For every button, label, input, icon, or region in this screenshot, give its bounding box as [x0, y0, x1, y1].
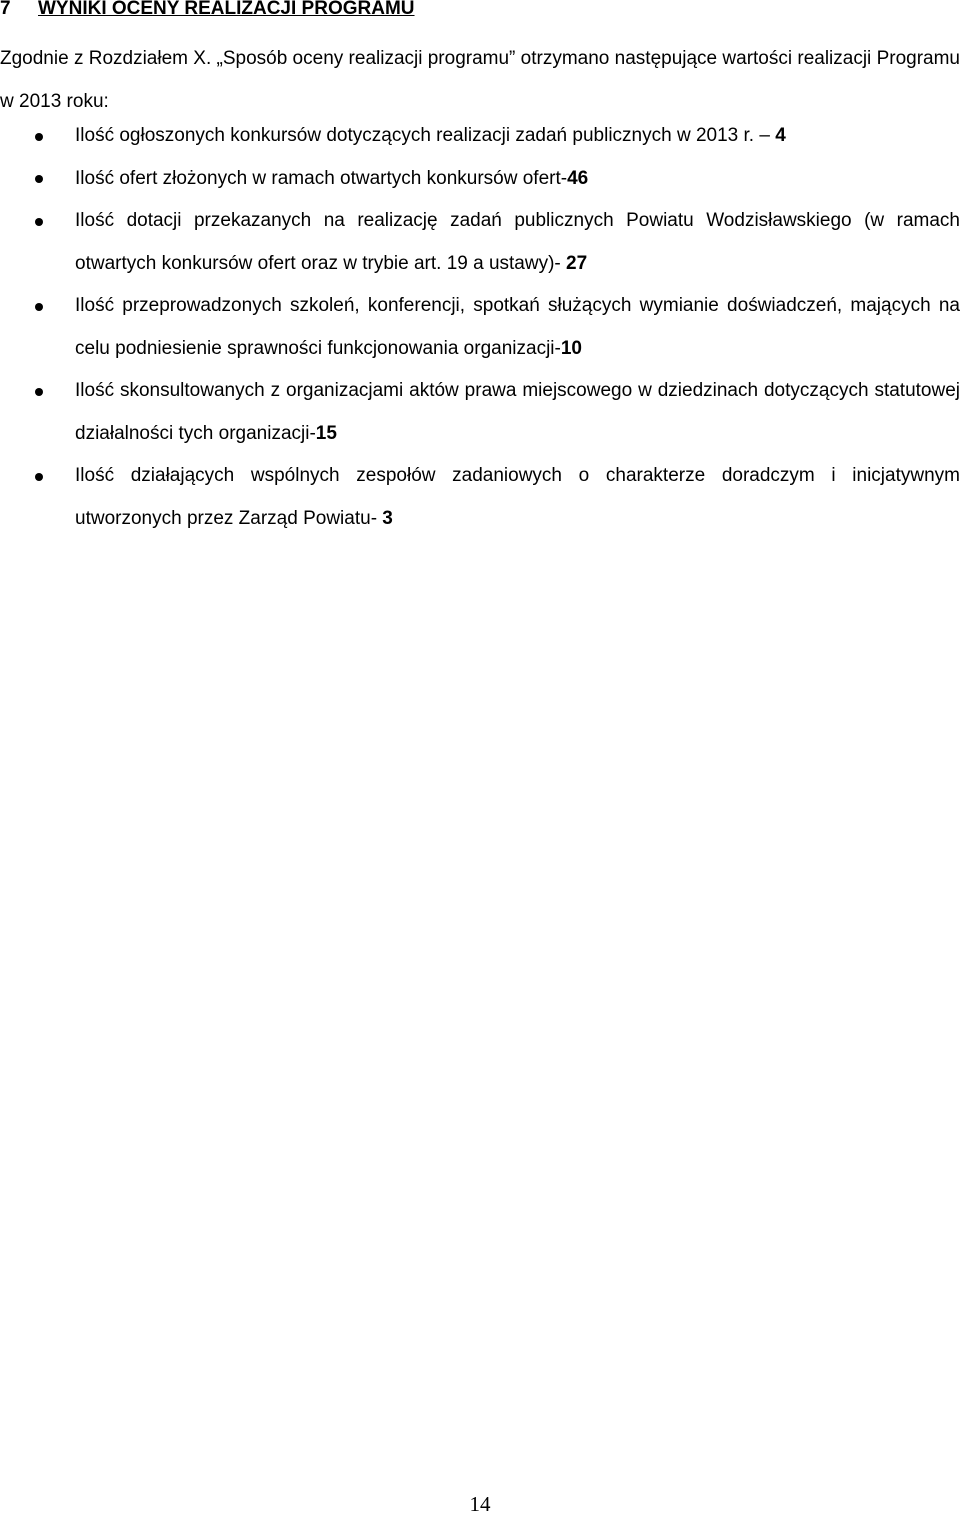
list-item	[0, 115, 960, 158]
bullet-icon	[35, 473, 43, 481]
bullet-icon	[35, 133, 43, 141]
list-item	[0, 285, 960, 370]
section-title: WYNIKI OCENY REALIZACJI PROGRAMU	[38, 0, 415, 19]
section-heading	[0, 0, 415, 21]
intro-paragraph: Zgodnie z Rozdziałem X. „Sposób oceny realizacji programu” otrzymano następujące wartości realizacji Programu w 2013 roku:	[0, 48, 960, 112]
results-list	[0, 115, 960, 540]
list-item-value: 46	[567, 167, 589, 189]
list-item-text: Ilość ogłoszonych konkursów dotyczących realizacji zadań publicznych w 2013 r. –	[75, 125, 776, 146]
list-item-value: 3	[382, 507, 393, 529]
bullet-icon	[35, 218, 43, 226]
list-item	[0, 200, 960, 285]
list-item	[0, 158, 960, 201]
list-item	[0, 455, 960, 540]
list-item-text: Ilość przeprowadzonych szkoleń, konferencji, spotkań służących wymianie doświadczeń, mających na celu podniesienie sprawności funkcjonowania organizacji-	[75, 295, 960, 359]
list-item-value: 10	[560, 337, 582, 359]
bullet-icon	[35, 388, 43, 396]
bullet-icon	[35, 303, 43, 311]
list-item-text: Ilość działających wspólnych zespołów zadaniowych o charakterze doradczym i inicjatywnym utworzonych przez Zarząd Powiatu-	[75, 465, 960, 529]
list-item-text: Ilość ofert złożonych w ramach otwartych konkursów ofert-	[75, 167, 568, 189]
section-number: 7	[0, 0, 11, 19]
list-item-text: Ilość dotacji przekazanych na realizację zadań publicznych Powiatu Wodzisławskiego (w ramach otwartych konkursów ofert oraz w trybie art. 19 a ustawy)-	[75, 210, 960, 274]
page-number: 14	[469, 1492, 491, 1516]
list-item-text: Ilość skonsultowanych z organizacjami aktów prawa miejscowego w dziedzinach dotyczących statutowej działalności tych organizacji-	[75, 380, 960, 444]
bullet-icon	[35, 175, 43, 183]
list-item	[0, 370, 960, 455]
list-item-value: 15	[315, 422, 337, 444]
list-item-value: 27	[566, 252, 588, 274]
list-item-value: 4	[775, 125, 786, 146]
